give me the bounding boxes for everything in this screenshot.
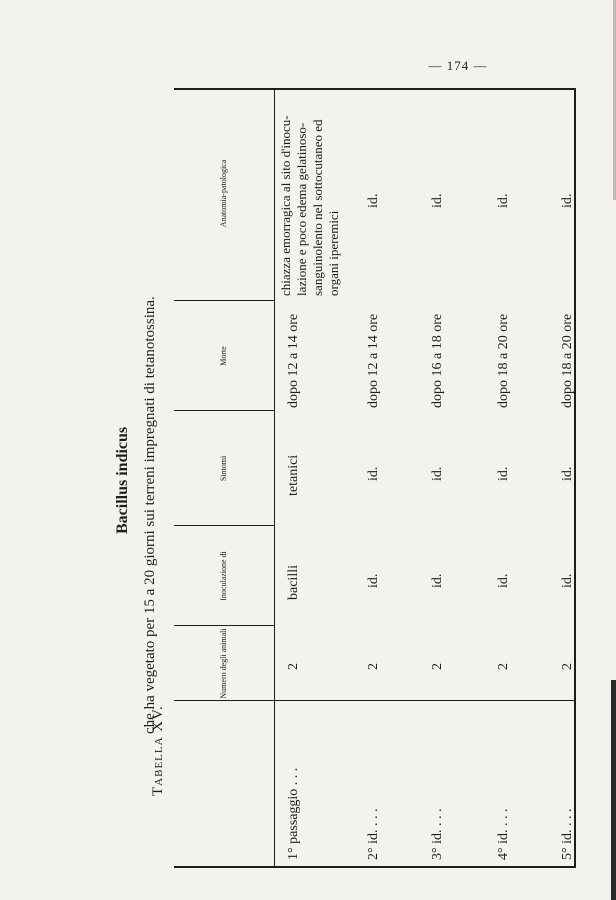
row5-animals: 2 — [560, 663, 575, 670]
row5-inoculation: id. — [560, 573, 575, 588]
header-death: Morte — [219, 346, 228, 366]
row4-anatomy: id. — [496, 193, 511, 208]
rotated-table-page — [114, 84, 616, 884]
row4-passage: 4° id. . . . — [496, 808, 511, 860]
row1-inoculation: bacilli — [286, 565, 301, 600]
header-animals: Numero degli animali — [219, 628, 228, 699]
row2-death: dopo 12 a 14 ore — [366, 313, 381, 408]
page-number: — 174 — — [428, 58, 488, 73]
data-table — [174, 88, 576, 868]
row3-inoculation: id. — [430, 573, 445, 588]
table-title: Bacillus indicus — [114, 426, 131, 534]
row2-animals: 2 — [366, 663, 381, 670]
header-anatomy: Anatomia-patologica — [219, 159, 228, 228]
row3-symptoms: id. — [430, 466, 445, 481]
row1-anatomy: chiazza emorragica al sito d'inocu- lazione e poco edema gelatinoso- sanguinolento nel sottocutaneo ed organi iperemici — [278, 115, 341, 296]
row4-symptoms: id. — [496, 466, 511, 481]
table-subtitle: che ha vegetato per 15 a 20 giorni sui terreni impregnati di tetanotossina. — [142, 296, 158, 734]
row3-animals: 2 — [430, 663, 445, 670]
row5-anatomy: id. — [560, 193, 575, 208]
table-label: Tabella XV. — [150, 705, 166, 796]
row1-symptoms: tetanici — [286, 454, 301, 496]
row1-passage: 1° passaggio . . . — [286, 767, 301, 860]
row2-passage: 2° id. . . . — [366, 808, 381, 860]
row2-inoculation: id. — [366, 573, 381, 588]
row5-passage: 5° id. . . . — [560, 808, 575, 860]
row4-animals: 2 — [496, 663, 511, 670]
row4-inoculation: id. — [496, 573, 511, 588]
header-symptoms: Sintomi — [219, 455, 228, 482]
row3-passage: 3° id. . . . — [430, 808, 445, 860]
header-separator — [274, 90, 275, 866]
row1-death: dopo 12 a 14 ore — [286, 313, 301, 408]
row2-symptoms: id. — [366, 466, 381, 481]
row3-anatomy: id. — [430, 193, 445, 208]
row1-animals: 2 — [286, 663, 301, 670]
header-passage — [174, 701, 274, 866]
row2-anatomy: id. — [366, 193, 381, 208]
row5-death: dopo 18 a 20 ore — [560, 313, 575, 408]
row5-symptoms: id. — [560, 466, 575, 481]
row3-death: dopo 16 a 18 ore — [430, 313, 445, 408]
header-inoculation: Inoculazione di — [219, 551, 228, 601]
row4-death: dopo 18 a 20 ore — [496, 313, 511, 408]
